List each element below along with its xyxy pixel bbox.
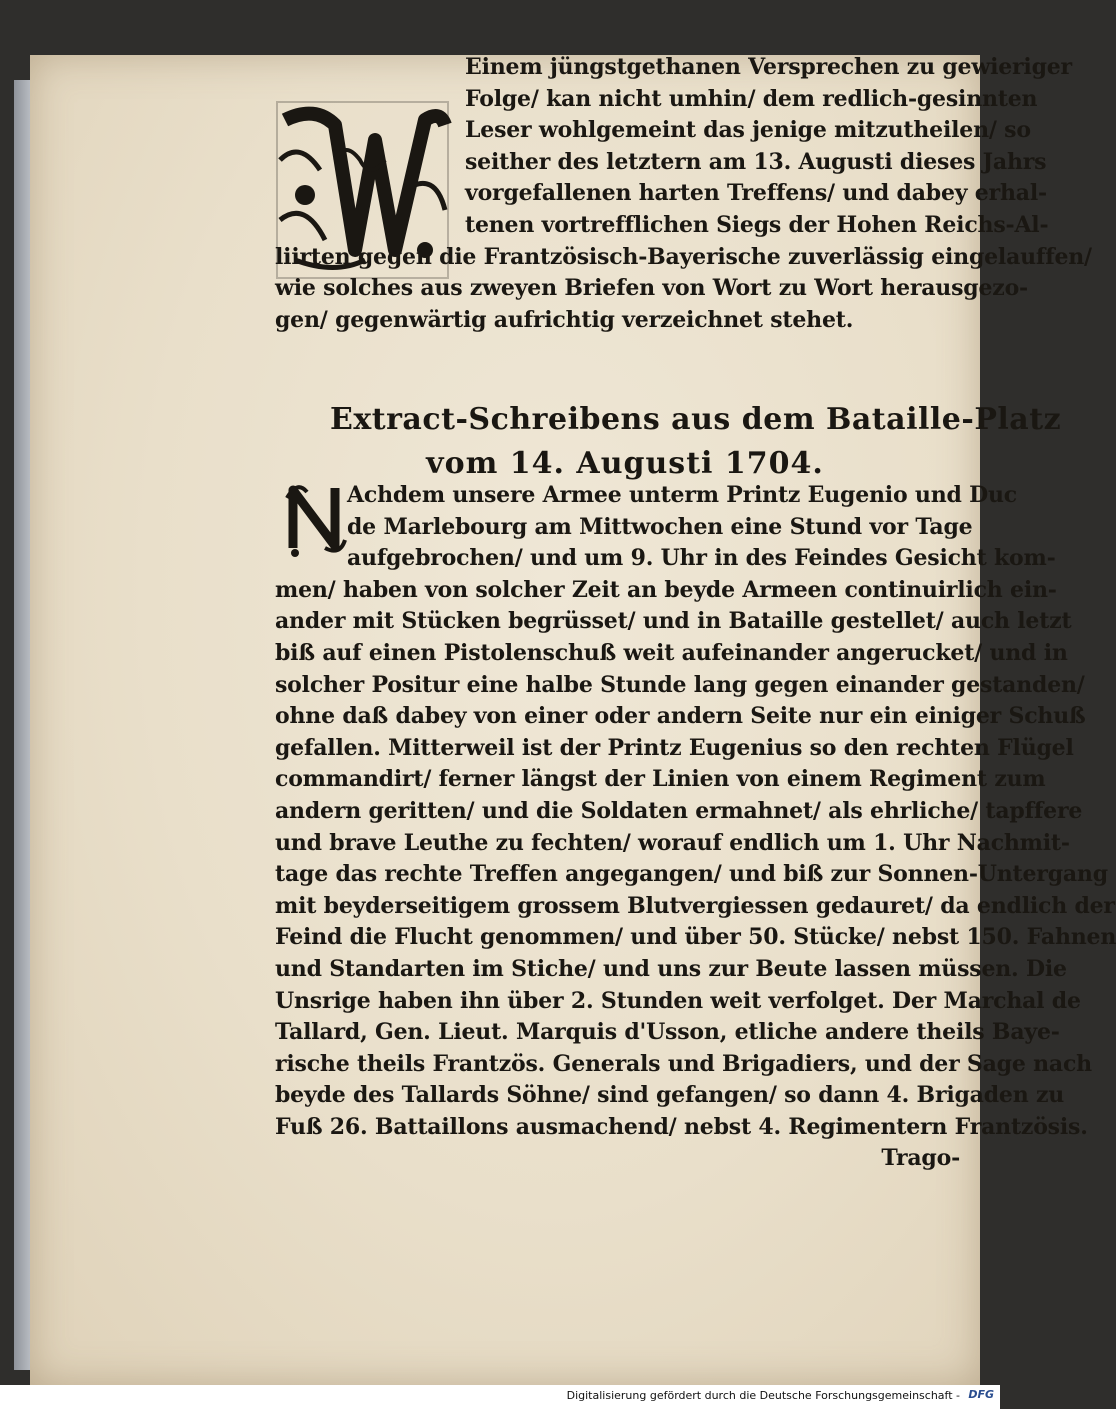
body-line: Fuß 26. Battaillons ausmachend/ nebst 4. Regimentern Frantzösis. (275, 1113, 1088, 1140)
catchword: Trago- (881, 1145, 960, 1172)
dfg-logo: DFG (968, 1388, 994, 1401)
body-line: solcher Positur eine halbe Stunde lang gegen einander gestanden/ (275, 671, 1085, 698)
body-line: andern geritten/ und die Soldaten ermahnet/ als ehrliche/ tapffere (275, 797, 1083, 824)
intro-line: seither des letztern am 13. Augusti dieses Jahrs (465, 148, 1047, 175)
body-line: rische theils Frantzös. Generals und Brigadiers, und der Sage nach (275, 1050, 1092, 1077)
body-line: beyde des Tallards Söhne/ sind gefangen/ so dann 4. Brigaden zu (275, 1082, 1065, 1109)
footer-bar (0, 1385, 1000, 1409)
intro-line: Leser wohlgemeint das jenige mitzutheilen/ so (465, 117, 1031, 144)
body-line: Unsrige haben ihn über 2. Stunden weit verfolget. Der Marchal de (275, 987, 1081, 1014)
intro-line: tenen vortrefflichen Siegs der Hohen Reichs-Al- (465, 211, 1049, 238)
intro-line: Einem jüngstgethanen Versprechen zu gewieriger (465, 54, 1072, 80)
body-paragraph (275, 480, 1116, 1175)
body-line: und brave Leuthe zu fechten/ worauf endlich um 1. Uhr Nachmit- (275, 829, 1070, 856)
intro-line: Folge/ kan nicht umhin/ dem redlich-gesinnten (465, 85, 1038, 112)
body-line: Tallard, Gen. Lieut. Marquis d'Usson, etliche andere theils Baye- (275, 1019, 1060, 1046)
body-line: biß auf einen Pistolenschuß weit aufeinander angerucket/ und in (275, 639, 1068, 666)
intro-line: vorgefallenen harten Treffens/ und dabey erhal- (465, 180, 1047, 207)
body-line: de Marlebourg am Mittwochen eine Stund vor Tage (347, 513, 973, 540)
body-line: Feind die Flucht genommen/ und über 50. Stücke/ nebst 150. Fahnen (275, 924, 1116, 951)
body-line: ohne daß dabey von einer oder andern Seite nur ein einiger Schuß (275, 703, 1086, 730)
intro-line: wie solches aus zweyen Briefen von Wort zu Wort herausgezo- (275, 275, 1028, 302)
body-line: mit beyderseitigem grossem Blutvergiessen gedauret/ da endlich der (275, 892, 1115, 919)
funding-credit: Digitalisierung gefördert durch die Deutsche Forschungsgemeinschaft - (566, 1389, 960, 1402)
body-line: ander mit Stücken begrüsset/ und in Bataille gestellet/ auch letzt (275, 608, 1072, 635)
heading-line-2: vom 14. Augusti 1704. (426, 446, 824, 481)
body-line: commandirt/ ferner längst der Linien von einem Regiment zum (275, 766, 1046, 793)
intro-paragraph (275, 52, 1092, 336)
intro-line: liirten gegen die Frantzösisch-Bayerische zuverlässig eingelauffen/ (275, 243, 1092, 270)
body-line: und Standarten im Stiche/ und uns zur Beute lassen müssen. Die (275, 955, 1067, 982)
body-line: Achdem unsere Armee unterm Printz Eugenio und Duc (347, 482, 1017, 508)
body-line: gefallen. Mitterweil ist der Printz Eugenius so den rechten Flügel (275, 734, 1074, 761)
body-line: aufgebrochen/ und um 9. Uhr in des Feindes Gesicht kom- (347, 545, 1056, 572)
intro-line: gen/ gegenwärtig aufrichtig verzeichnet stehet. (275, 306, 854, 333)
heading-line-1: Extract-Schreibens aus dem Bataille-Platz (330, 402, 1062, 437)
body-line: men/ haben von solcher Zeit an beyde Armeen continuirlich ein- (275, 576, 1057, 603)
body-line: tage das rechte Treffen angegangen/ und biß zur Sonnen-Untergang (275, 861, 1108, 888)
